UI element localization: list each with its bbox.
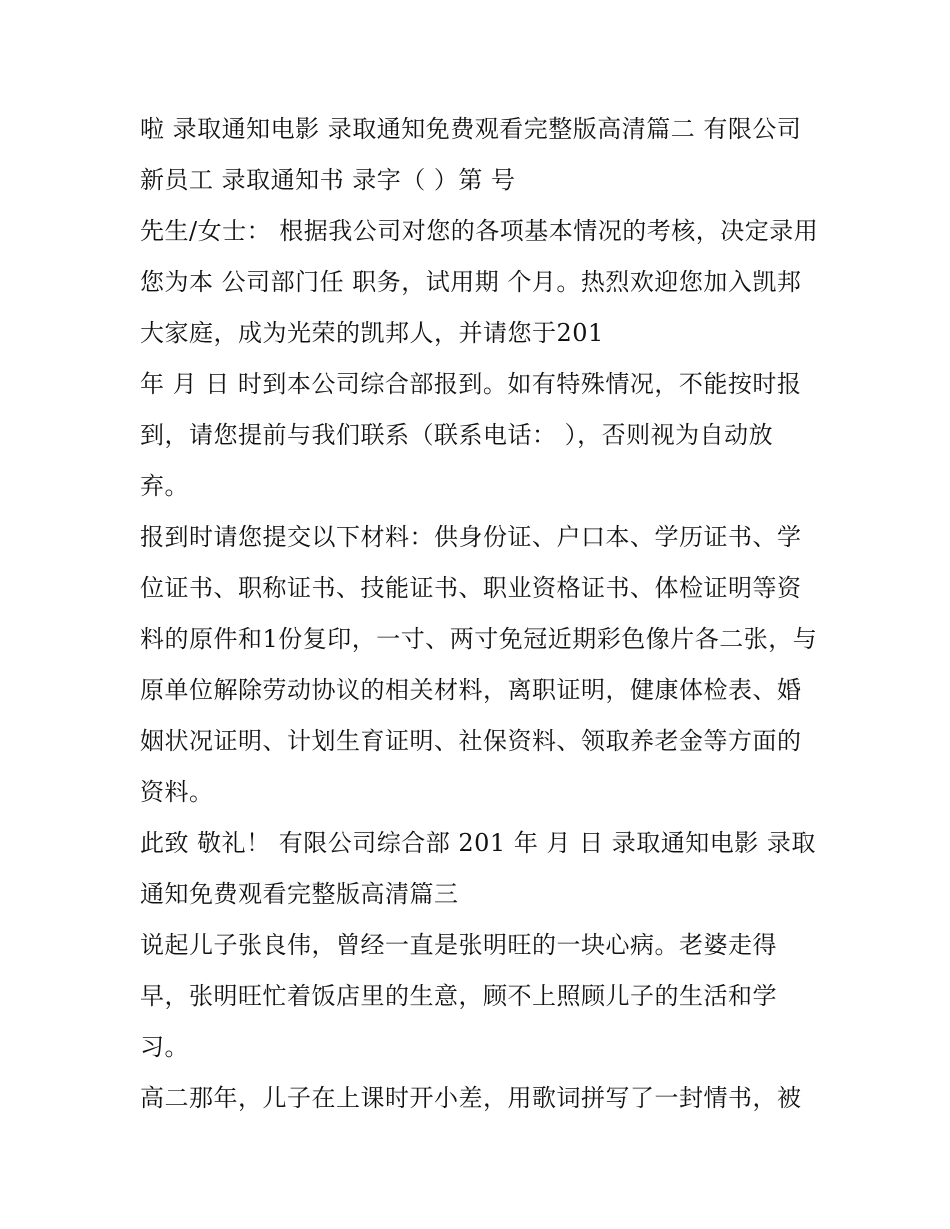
document-body (140, 104, 820, 1124)
paragraph-6: 说起儿子张良伟，曾经一直是张明旺的一块心病。老婆走得早，张明旺忙着饭店里的生意，顾不上照顾儿子的生活和学习。 (140, 931, 777, 1061)
paragraph-7: 高二那年，儿子在上课时开小差，用歌词拼写了一封情书，被 (140, 1084, 802, 1112)
paragraph-3: 年 月 日 时到本公司综合部报到。如有特殊情况，不能按时报到，请您提前与我们联系（联系电话： ），否则视为自动放弃。 (140, 370, 802, 500)
paragraph-2: 先生/女士： 根据我公司对您的各项基本情况的考核，决定录用您为本 公司部门任 职务，试用期 个月。热烈欢迎您加入凯邦大家庭，成为光荣的凯邦人，并请您于201 (140, 217, 819, 347)
paragraph-5: 此致 敬礼！ 有限公司综合部 201 年 月 日 录取通知电影 录取通知免费观看完整版高清篇三 (140, 829, 816, 908)
paragraph-4: 报到时请您提交以下材料：供身份证、户口本、学历证书、学位证书、职称证书、技能证书、职业资格证书、体检证明等资料的原件和1份复印，一寸、两寸免冠近期彩色像片各二张，与原单位解除劳动协议的相关材料，离职证明，健康体检表、婚姻状况证明、计划生育证明、社保资料、领取养老金等方面的资料。 (140, 523, 818, 806)
paragraph-1: 啦 录取通知电影 录取通知免费观看完整版高清篇二 有限公司新员工 录取通知书 录字（ ）第 号 (140, 115, 802, 194)
